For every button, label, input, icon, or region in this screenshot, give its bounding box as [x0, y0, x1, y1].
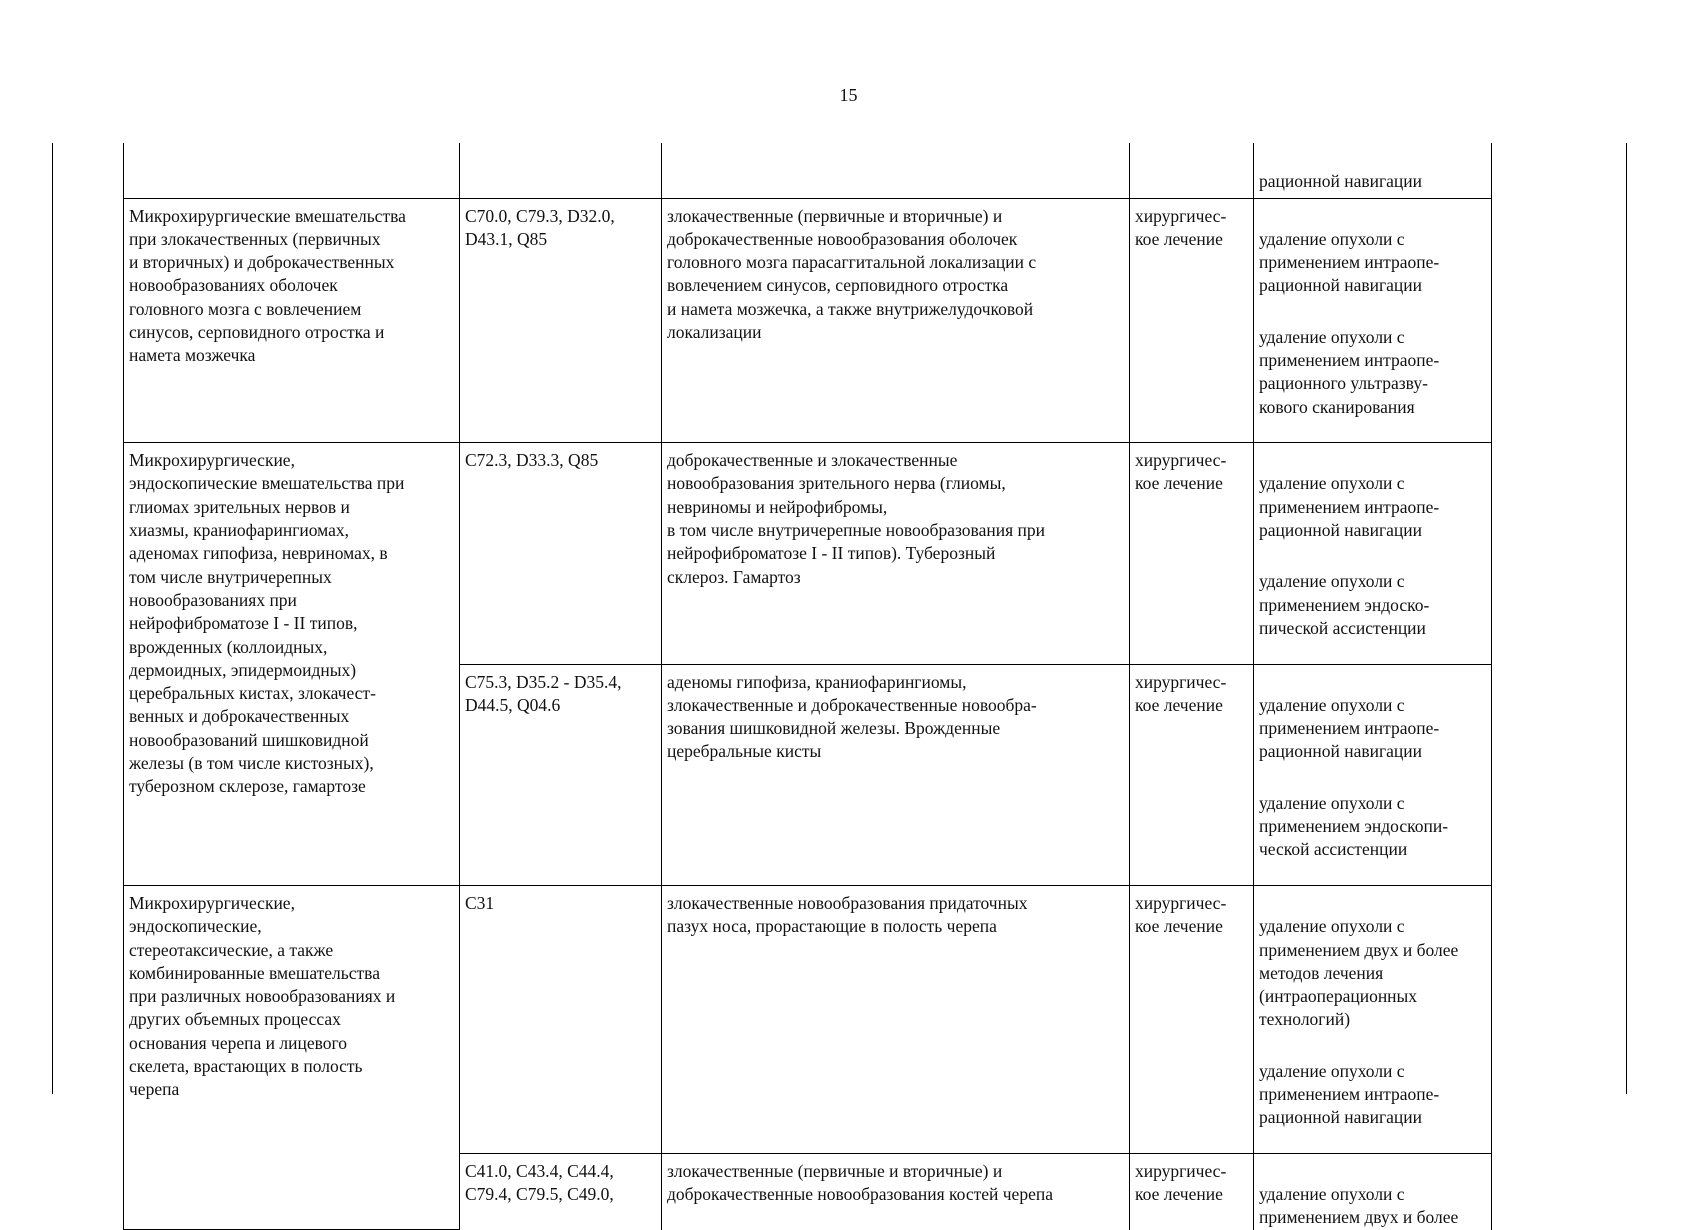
icd-codes-cell: C70.0, C79.3, D32.0, D43.1, Q85 — [460, 198, 662, 443]
care-name-cell — [124, 143, 460, 198]
icd-codes-cell: C41.0, C43.4, C44.4, C79.4, C79.5, C49.0, — [460, 1153, 662, 1229]
icd-codes-cell: C75.3, D35.2 - D35.4, D44.5, Q04.6 — [460, 664, 662, 885]
treatment-method-cell — [1254, 885, 1492, 1153]
method-text: удаление опухоли с применением эндоско- пической ассистенции — [1259, 571, 1430, 638]
treatment-type-cell — [1130, 143, 1254, 198]
care-name-cell: Микрохирургические, эндоскопические вмешательства при глиомах зрительных нервов и хиазмы, краниофарингиомах, аденомах гипофиза, невриномах, в том числе внутричерепных новообразованиях при нейрофиброматозе I - II типов, врожденных (коллоидных, дермоидных, эпидермоидных) церебральных кистах, злокачест- венных и доброкачественных новообразований шишковидной железы (в том числе кистозных), туберозном склерозе, гамартозе — [124, 443, 460, 886]
icd-codes-cell — [460, 143, 662, 198]
method-text: удаление опухоли с применением интраопе- рационного ультразву- кового сканирования — [1259, 326, 1440, 417]
treatment-method-cell — [1254, 664, 1492, 885]
medical-care-table — [123, 143, 1492, 1230]
table-row — [124, 198, 1492, 443]
patient-model-cell: доброкачественные и злокачественные новообразования зрительного нерва (глиомы, невриномы и нейрофибромы, в том числе внутричерепные новообразования при нейрофиброматозе I - II типов). Туберозный склероз. Гамартоз — [662, 443, 1130, 664]
patient-model-cell: аденомы гипофиза, краниофарингиомы, злокачественные и доброкачественные новообра- зования шишковидной железы. Врожденные церебральные кисты — [662, 664, 1130, 885]
treatment-method-cell — [1254, 443, 1492, 664]
treatment-type-cell: хирургичес- кое лечение — [1130, 885, 1254, 1153]
page-number: 15 — [839, 85, 858, 105]
icd-codes-cell: C31 — [460, 885, 662, 1153]
treatment-type-cell: хирургичес- кое лечение — [1130, 198, 1254, 443]
treatment-method-cell — [1254, 198, 1492, 443]
method-text: удаление опухоли с применением двух и более методов лечения (интраоперационных технологий) — [1259, 916, 1459, 1030]
table-row — [124, 443, 1492, 664]
method-text: удаление опухоли с применением интраопе- рационной навигации — [1259, 473, 1440, 541]
care-name-cell: Микрохирургические вмешательства при злокачественных (первичных и вторичных) и доброкачественных новообразованиях оболочек головного мозга с вовлечением синусов, серповидного отростка и намета мозжечка — [124, 198, 460, 443]
patient-model-cell — [662, 143, 1130, 198]
method-text: удаление опухоли с применением эндоскопи- ческой ассистенции — [1259, 792, 1449, 860]
patient-model-cell: злокачественные (первичные и вторичные) и доброкачественные новообразования костей черепа — [662, 1153, 1130, 1229]
page-right-rule — [1626, 143, 1627, 1094]
treatment-method-cell — [1254, 143, 1492, 198]
method-text: удаление опухоли с применением интраопе- рационной навигации — [1259, 1060, 1440, 1128]
patient-model-cell: злокачественные (первичные и вторичные) и доброкачественные новообразования оболочек головного мозга парасаггитальной локализации с вовлечением синусов, серповидного отростка и намета мозжечка, а также внутрижелудочковой локализации — [662, 198, 1130, 443]
method-text: удаление опухоли с применением двух и более — [1259, 1184, 1459, 1228]
page-left-rule — [52, 143, 53, 1094]
treatment-method-cell — [1254, 1153, 1492, 1229]
treatment-type-cell: хирургичес- кое лечение — [1130, 664, 1254, 885]
icd-codes-cell: C72.3, D33.3, Q85 — [460, 443, 662, 664]
treatment-type-cell: хирургичес- кое лечение — [1130, 1153, 1254, 1229]
treatment-type-cell: хирургичес- кое лечение — [1130, 443, 1254, 664]
method-text: удаление опухоли с применением интраопе- рационной навигации — [1259, 228, 1440, 296]
method-text: удаление опухоли с применением интраопе- рационной навигации — [1259, 694, 1440, 762]
care-name-cell: Микрохирургические, эндоскопические, стереотаксические, а также комбинированные вмешательства при различных новообразованиях и других объемных процессах основания черепа и лицевого скелета, врастающих в полость черепа — [124, 885, 460, 1229]
method-text: рационной навигации — [1259, 171, 1423, 192]
table-row — [124, 885, 1492, 1153]
patient-model-cell: злокачественные новообразования придаточных пазух носа, прорастающие в полость черепа — [662, 885, 1130, 1153]
table-row — [124, 143, 1492, 198]
